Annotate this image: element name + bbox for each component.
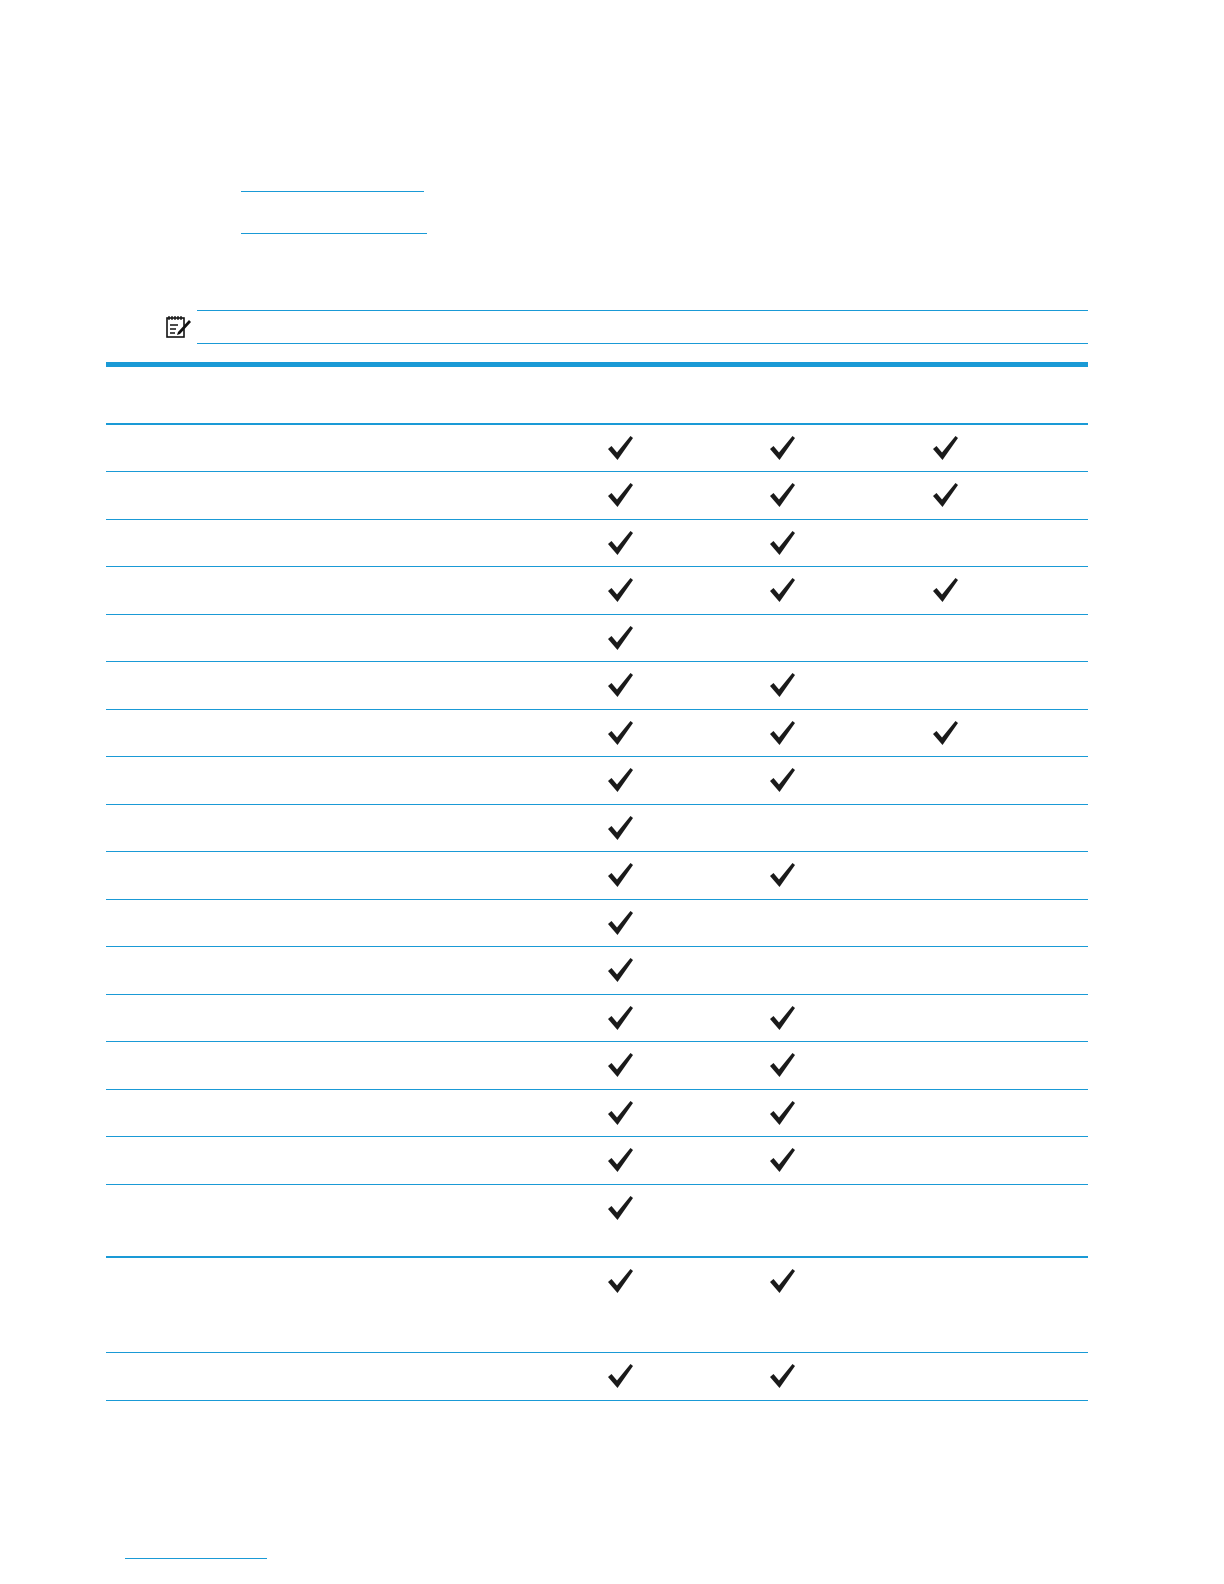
checkmark-icon (768, 861, 796, 889)
checkmark-icon (606, 1194, 634, 1222)
table-row (106, 1258, 1088, 1353)
checkmark-icon (606, 814, 634, 842)
note-top-rule (197, 310, 1088, 311)
note-bottom-rule (197, 343, 1088, 344)
table-row (106, 472, 1088, 520)
table-row (106, 662, 1088, 710)
table-header-row (106, 367, 1088, 425)
checkmark-icon (606, 529, 634, 557)
checkmark-icon (931, 576, 959, 604)
checkmark-icon (606, 576, 634, 604)
checkmark-icon (606, 671, 634, 699)
table-row (106, 1090, 1088, 1137)
table-row (106, 900, 1088, 947)
checkmark-icon (606, 481, 634, 509)
checkmark-icon (606, 909, 634, 937)
table-row (106, 852, 1088, 900)
note-icon (165, 313, 193, 339)
table-row (106, 805, 1088, 852)
table-row (106, 1353, 1088, 1401)
table-body (106, 425, 1088, 1401)
checkmark-icon (768, 1099, 796, 1127)
checkmark-icon (768, 766, 796, 794)
checkmark-icon (606, 434, 634, 462)
checkmark-icon (768, 529, 796, 557)
checkmark-icon (768, 1051, 796, 1079)
checkmark-icon (606, 861, 634, 889)
checkmark-icon (606, 1004, 634, 1032)
checkmark-icon (768, 481, 796, 509)
checkmark-icon (606, 1051, 634, 1079)
table-row (106, 710, 1088, 757)
table-row (106, 1042, 1088, 1090)
checkmark-icon (768, 671, 796, 699)
checkmark-icon (931, 719, 959, 747)
link-1[interactable] (241, 191, 424, 192)
checkmark-icon (606, 766, 634, 794)
table-row (106, 1185, 1088, 1258)
checkmark-icon (768, 1362, 796, 1390)
checkmark-icon (606, 1146, 634, 1174)
table-row (106, 425, 1088, 472)
checkmark-icon (768, 434, 796, 462)
table-row (106, 757, 1088, 805)
checkmark-icon (768, 1267, 796, 1295)
checkmark-icon (606, 1362, 634, 1390)
table-row (106, 995, 1088, 1042)
checkmark-icon (606, 719, 634, 747)
checkmark-icon (606, 624, 634, 652)
table-row (106, 520, 1088, 567)
link-2[interactable] (241, 233, 427, 234)
checkmark-icon (768, 719, 796, 747)
checkmark-icon (768, 1004, 796, 1032)
checkmark-icon (606, 956, 634, 984)
checkmark-icon (931, 481, 959, 509)
table-row (106, 615, 1088, 662)
table-row (106, 947, 1088, 995)
checkmark-icon (768, 1146, 796, 1174)
checkmark-icon (606, 1099, 634, 1127)
footer-link[interactable] (125, 1558, 267, 1559)
table-row (106, 567, 1088, 615)
table-row (106, 1137, 1088, 1185)
compatibility-table (106, 367, 1088, 1401)
checkmark-icon (931, 434, 959, 462)
checkmark-icon (606, 1267, 634, 1295)
checkmark-icon (768, 576, 796, 604)
